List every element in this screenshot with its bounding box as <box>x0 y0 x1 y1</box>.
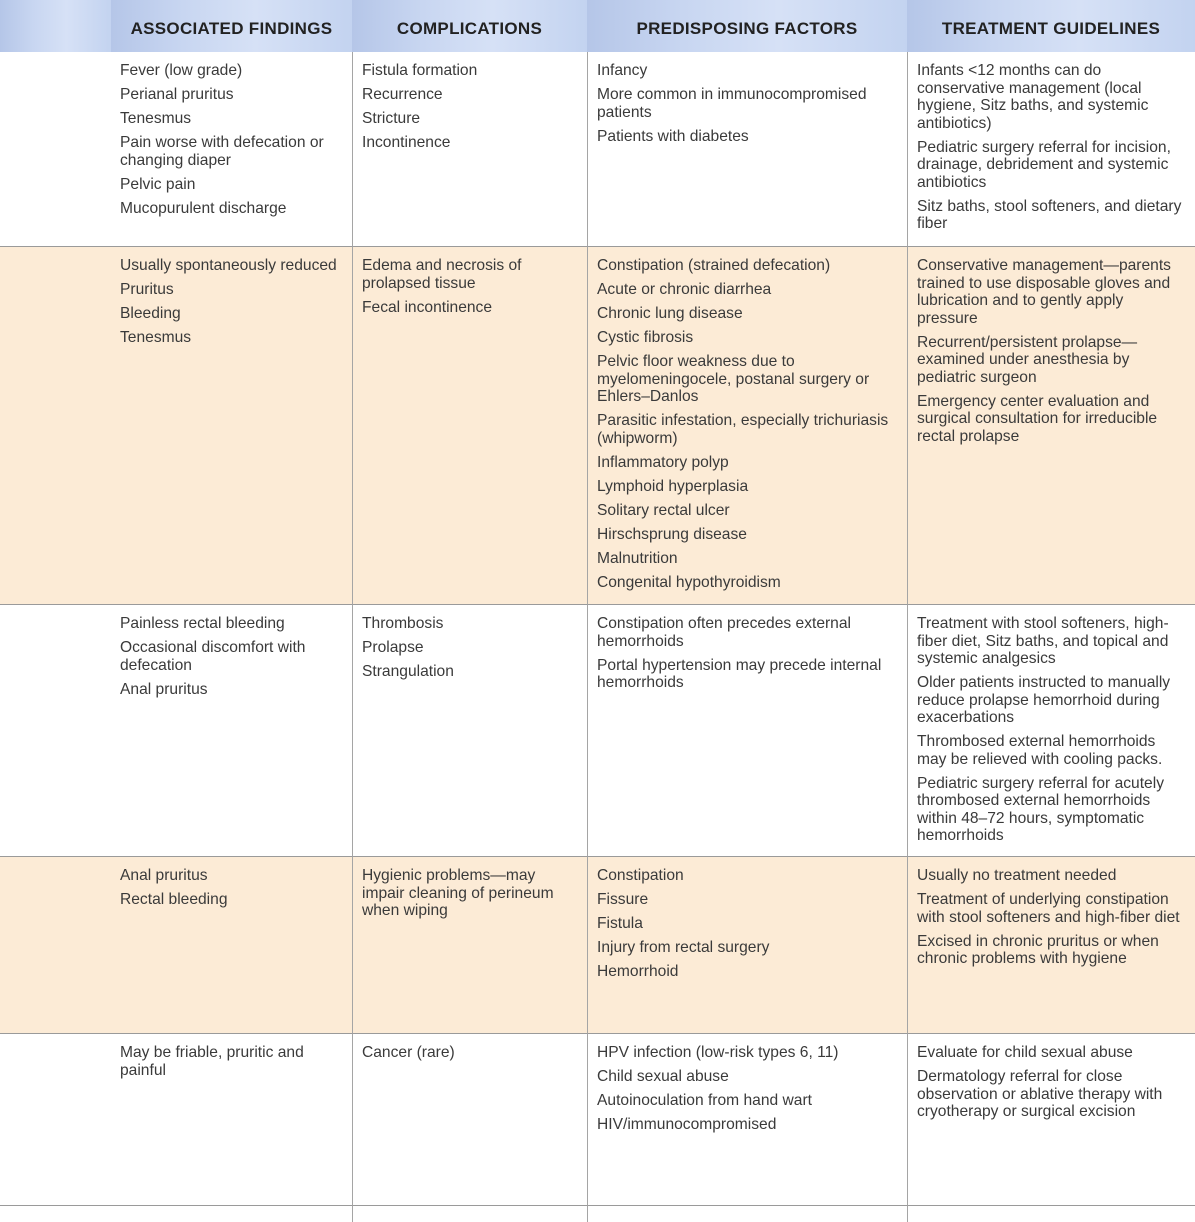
list-item: Perianal pruritus <box>120 86 234 103</box>
list-item: Parasitic infestation, especially trichuriasis (whipworm) <box>597 412 889 447</box>
list-item: Recurrent/persistent prolapse—examined under anesthesia by pediatric surgeon <box>917 333 1138 386</box>
list-item: Pelvic pain <box>120 175 196 193</box>
list-item: Solitary rectal ulcer <box>597 501 730 519</box>
list-item: Cystic fibrosis <box>597 329 694 346</box>
list-item: Inflammatory polyp <box>597 453 729 471</box>
list-item: Older patients instructed to manually reduce prolapse hemorrhoid during exacerbations <box>917 674 1171 726</box>
list-item: HIV/immunocompromised <box>597 1116 777 1133</box>
list-item: May be friable, pruritic and painful <box>120 1044 304 1079</box>
list-item: Congenital hypothyroidism <box>597 573 781 591</box>
list-item: Pediatric surgery referral for incision, drainage, debridement and systemic antibiotics <box>917 138 1171 191</box>
list-item: Tenesmus <box>120 110 192 127</box>
list-item: Acute or chronic diarrhea <box>597 281 772 298</box>
list-item: Chronic lung disease <box>597 305 743 322</box>
list-item: Usually spontaneously reduced <box>120 257 337 274</box>
list-item: Infancy <box>597 62 648 79</box>
header-treatment-guidelines: TREATMENT GUIDELINES <box>907 0 1195 52</box>
predisposing-factors-cell <box>587 52 907 247</box>
list-item: Constipation <box>597 867 684 884</box>
treatment-guidelines-cell <box>907 1034 1195 1206</box>
bottom-strip <box>111 1206 352 1222</box>
associated-findings-cell <box>111 1034 352 1206</box>
predisposing-factors-cell <box>587 1034 907 1206</box>
list-item: Pruritus <box>120 281 174 298</box>
associated-findings-cell <box>111 52 352 247</box>
list-item: HPV infection (low-risk types 6, 11) <box>597 1044 839 1061</box>
header-complications: COMPLICATIONS <box>352 0 587 52</box>
list-item: Hirschsprung disease <box>597 525 747 543</box>
associated-findings-cell <box>111 247 352 605</box>
list-item: Portal hypertension may precede internal hemorrhoids <box>597 656 882 691</box>
list-item: Hygienic problems—may impair cleaning of perineum when wiping <box>362 867 554 919</box>
treatment-guidelines-cell <box>907 605 1195 857</box>
list-item: Occasional discomfort with defecation <box>120 639 306 674</box>
predisposing-factors-cell <box>587 857 907 1034</box>
row-gutter <box>0 605 111 857</box>
list-item: Pain worse with defecation or changing diaper <box>120 134 324 169</box>
bottom-strip <box>587 1206 907 1222</box>
list-item: Constipation often precedes external hemorrhoids <box>597 615 851 650</box>
list-item: Lymphoid hyperplasia <box>597 477 749 495</box>
list-item: More common in immunocompromised patients <box>597 86 867 121</box>
header-gutter <box>0 0 111 52</box>
list-item: Pediatric surgery referral for acutely thrombosed external hemorrhoids within 48–72 hours, symptomatic hemorrhoids <box>917 774 1164 844</box>
list-item: Stricture <box>362 110 421 127</box>
list-item: Evaluate for child sexual abuse <box>917 1044 1133 1061</box>
treatment-guidelines-cell <box>907 52 1195 247</box>
row-gutter <box>0 857 111 1034</box>
list-item: Painless rectal bleeding <box>120 615 285 632</box>
bottom-strip <box>907 1206 1195 1222</box>
treatment-guidelines-cell <box>907 247 1195 605</box>
list-item: Patients with diabetes <box>597 127 749 145</box>
complications-cell <box>352 1034 587 1206</box>
list-item: Thrombosed external hemorrhoids may be relieved with cooling packs. <box>917 733 1163 768</box>
list-item: Malnutrition <box>597 549 678 567</box>
list-item: Incontinence <box>362 134 451 151</box>
list-item: Fistula formation <box>362 62 478 79</box>
list-item: Fever (low grade) <box>120 62 243 79</box>
list-item: Thrombosis <box>362 615 444 632</box>
list-item: Fistula <box>597 915 643 932</box>
treatment-guidelines-cell <box>907 857 1195 1034</box>
row-gutter <box>0 52 111 247</box>
list-item: Anal pruritus <box>120 680 208 698</box>
row-gutter <box>0 247 111 605</box>
list-item: Injury from rectal surgery <box>597 939 770 956</box>
header-associated-findings: ASSOCIATED FINDINGS <box>111 0 352 52</box>
list-item: Hemorrhoid <box>597 963 679 980</box>
list-item: Prolapse <box>362 639 424 656</box>
list-item: Edema and necrosis of prolapsed tissue <box>362 257 522 292</box>
associated-findings-cell <box>111 605 352 857</box>
associated-findings-cell <box>111 857 352 1034</box>
list-item: Pelvic floor weakness due to myelomeningocele, postanal surgery or Ehlers–Danlos <box>597 353 870 405</box>
list-item: Conservative management—parents trained to use disposable gloves and lubrication and to gently apply pressure <box>917 257 1171 327</box>
list-item: Rectal bleeding <box>120 891 228 908</box>
header-predisposing-factors: PREDISPOSING FACTORS <box>587 0 907 52</box>
list-item: Autoinoculation from hand wart <box>597 1092 812 1109</box>
predisposing-factors-cell <box>587 605 907 857</box>
list-item: Constipation (strained defecation) <box>597 257 831 274</box>
row-gutter <box>0 1034 111 1206</box>
list-item: Treatment of underlying constipation with stool softeners and high-fiber diet <box>917 891 1180 926</box>
list-item: Infants <12 months can do conservative management (local hygiene, Sitz baths, and systemic antibiotics) <box>917 62 1149 132</box>
list-item: Cancer (rare) <box>362 1044 455 1061</box>
list-item: Fecal incontinence <box>362 298 493 316</box>
list-item: Treatment with stool softeners, high-fiber diet, Sitz baths, and topical and systemic analgesics <box>917 615 1169 667</box>
list-item: Fissure <box>597 891 649 908</box>
list-item: Usually no treatment needed <box>917 867 1117 884</box>
list-item: Mucopurulent discharge <box>120 199 287 217</box>
list-item: Recurrence <box>362 86 443 103</box>
bottom-strip <box>352 1206 587 1222</box>
list-item: Dermatology referral for close observation or ablative therapy with cryotherapy or surgical excision <box>917 1068 1163 1120</box>
predisposing-factors-cell <box>587 247 907 605</box>
list-item: Emergency center evaluation and surgical consultation for irreducible rectal prolapse <box>917 392 1158 445</box>
list-item: Tenesmus <box>120 329 192 346</box>
complications-cell <box>352 605 587 857</box>
bottom-strip <box>0 1206 111 1222</box>
list-item: Anal pruritus <box>120 867 208 884</box>
complications-cell <box>352 52 587 247</box>
complications-cell <box>352 857 587 1034</box>
list-item: Child sexual abuse <box>597 1068 729 1085</box>
list-item: Sitz baths, stool softeners, and dietary fiber <box>917 197 1182 232</box>
list-item: Excised in chronic pruritus or when chronic problems with hygiene <box>917 932 1159 967</box>
list-item: Bleeding <box>120 305 181 322</box>
complications-cell <box>352 247 587 605</box>
list-item: Strangulation <box>362 663 454 680</box>
